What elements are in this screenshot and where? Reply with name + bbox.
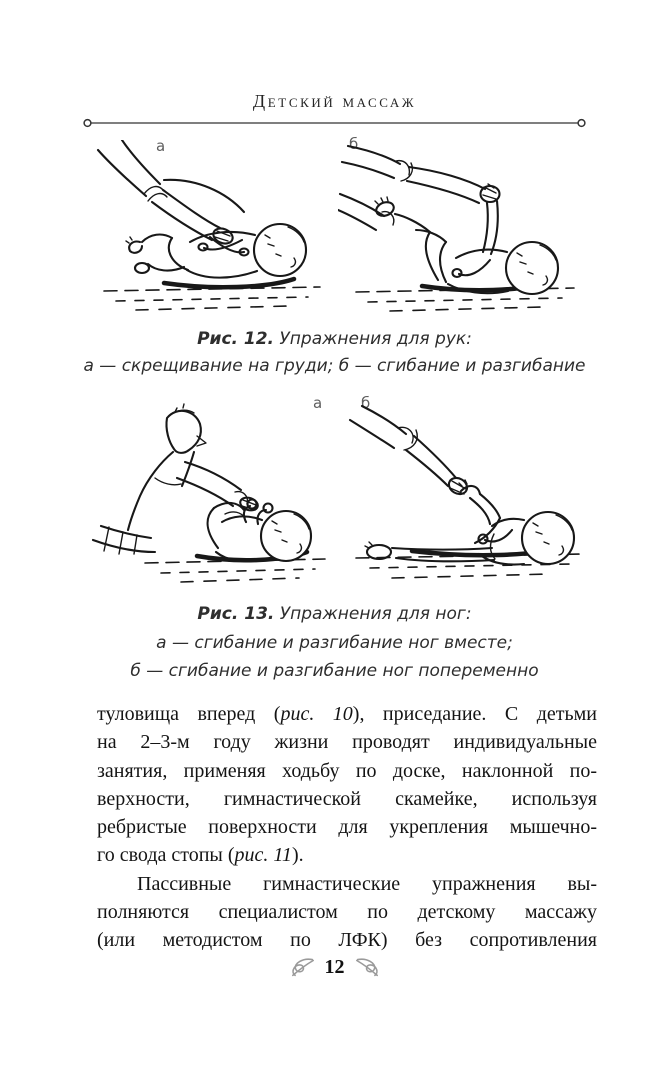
body-line-5: ребристые поверхности для укрепления мышечно- (97, 816, 597, 839)
figure-13-caption-line2: а — сгибание и разгибание ног вместе; (156, 632, 513, 653)
header-rule-graphic (82, 117, 587, 129)
body-line-4: верхности, гимнастической скамейке, используя (97, 787, 597, 810)
header-rule (82, 116, 587, 134)
figure-13-caption-line3: б — сгибание и разгибание ног попеременно (130, 661, 539, 681)
body-line-7: Пассивные гимнастические упражнения вы- (137, 872, 597, 895)
figure-12-caption (0, 326, 669, 380)
figure-13a-illustration (85, 398, 335, 590)
body-text (97, 700, 597, 955)
body-line-6: го свода стопы (рис. 11). (97, 844, 304, 867)
body-line-9: (или методистом по ЛФК) без сопротивления (97, 929, 597, 952)
page-footer (0, 955, 669, 979)
fig12-label-b: б (349, 135, 359, 153)
figure-13-caption (0, 600, 669, 686)
page-header-title: Детский массаж (252, 91, 417, 111)
page-number: 12 (324, 955, 345, 978)
body-line-2: на 2–3-м году жизни проводят индивидуальные (97, 731, 597, 754)
fig13-label-a: а (313, 394, 323, 412)
body-line-8: полняются специалистом по детскому массажу (97, 901, 597, 924)
figure-12b-illustration (338, 140, 588, 326)
body-line-3: занятия, применяя ходьбу по доске, наклонной по- (97, 759, 597, 782)
figure-12-caption-line2: а — скрещивание на груди; б — сгибание и разгибание (83, 356, 586, 376)
figure-12-caption-line1: Рис. 12. Упражнения для рук: (197, 329, 472, 349)
footer-ornament-right-icon (354, 955, 380, 979)
fig13-label-b: б (361, 394, 371, 412)
footer-ornament-left-icon (290, 955, 316, 979)
body-line-1: туловища вперед (рис. 10), приседание. С детьми (97, 703, 597, 725)
figure-13-caption-line1: Рис. 13. Упражнения для ног: (197, 604, 472, 624)
figure-12a-illustration (92, 140, 330, 326)
figure-13b-illustration (342, 398, 594, 590)
fig12-label-a: а (156, 137, 166, 155)
